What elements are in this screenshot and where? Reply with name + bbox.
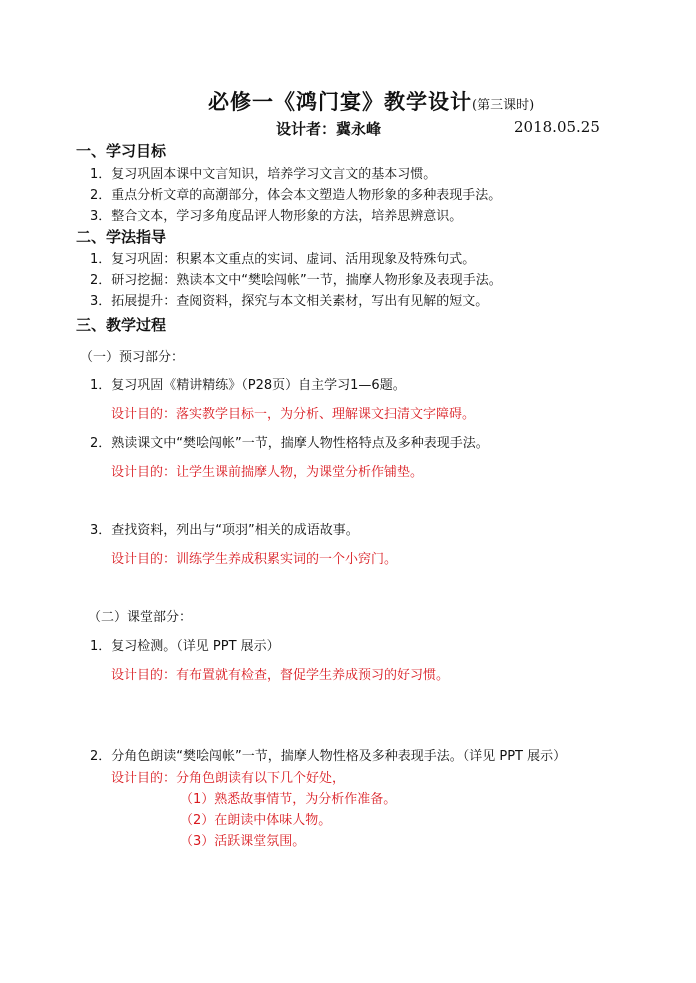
design-purpose: 设计目的：让学生课前揣摩人物，为课堂分析作铺垫。 bbox=[111, 465, 424, 480]
design-purpose: 设计目的：训练学生养成积累实词的一个小窍门。 bbox=[111, 552, 398, 567]
purpose-point: （1）熟悉故事情节，为分析作准备。 bbox=[180, 792, 397, 807]
document-date: 2018.05.25 bbox=[514, 118, 600, 136]
list-item: 2．研习挖掘：熟读本文中“樊哙闯帐”一节，揣摩人物形象及表现手法。 bbox=[90, 273, 502, 288]
list-item: 3．整合文本，学习多角度品评人物形象的方法，培养思辨意识。 bbox=[90, 209, 463, 224]
design-purpose: 设计目的：有布置就有检查，督促学生养成预习的好习惯。 bbox=[111, 668, 450, 683]
section-heading-goals: 一、学习目标 bbox=[76, 142, 167, 160]
part-label-classroom: （二）课堂部分： bbox=[88, 610, 193, 625]
design-purpose: 设计目的：落实教学目标一，为分析、理解课文扫清文字障碍。 bbox=[111, 407, 476, 422]
purpose-point: （3）活跃课堂氛围。 bbox=[180, 834, 306, 849]
list-item: 1．复习巩固本课中文言知识，培养学习文言文的基本习惯。 bbox=[90, 167, 437, 182]
list-item: 2．重点分析文章的高潮部分，体会本文塑造人物形象的多种表现手法。 bbox=[90, 188, 502, 203]
list-item: 1．复习巩固《精讲精练》（P28页）自主学习1—6题。 bbox=[90, 378, 406, 393]
design-purpose: 设计目的：分角色朗读有以下几个好处， bbox=[111, 771, 346, 786]
title-suffix: (第三课时) bbox=[472, 98, 535, 113]
list-item: 3．拓展提升：查阅资料，探究与本文相关素材，写出有见解的短文。 bbox=[90, 294, 489, 309]
list-item: 3．查找资料，列出与“项羽”相关的成语故事。 bbox=[90, 523, 359, 538]
section-heading-process: 三、教学过程 bbox=[76, 316, 167, 334]
list-item: 2．熟读课文中“樊哙闯帐”一节，揣摩人物性格特点及多种表现手法。 bbox=[90, 436, 489, 451]
list-item: 2．分角色朗读“樊哙闯帐”一节，揣摩人物性格及多种表现手法。（详见 PPT 展示） bbox=[90, 749, 567, 764]
section-heading-methods: 二、学法指导 bbox=[76, 228, 167, 246]
document-title bbox=[208, 86, 534, 116]
part-label-preview: （一）预习部分： bbox=[80, 350, 185, 365]
purpose-point: （2）在朗读中体味人物。 bbox=[180, 813, 332, 828]
designer-line: 设计者：冀永峰 bbox=[276, 120, 382, 138]
title-text: 必修一《鸿门宴》教学设计 bbox=[208, 89, 472, 114]
list-item: 1．复习巩固：积累本文重点的实词、虚词、活用现象及特殊句式。 bbox=[90, 252, 476, 267]
list-item: 1．复习检测。（详见 PPT 展示） bbox=[90, 639, 280, 654]
